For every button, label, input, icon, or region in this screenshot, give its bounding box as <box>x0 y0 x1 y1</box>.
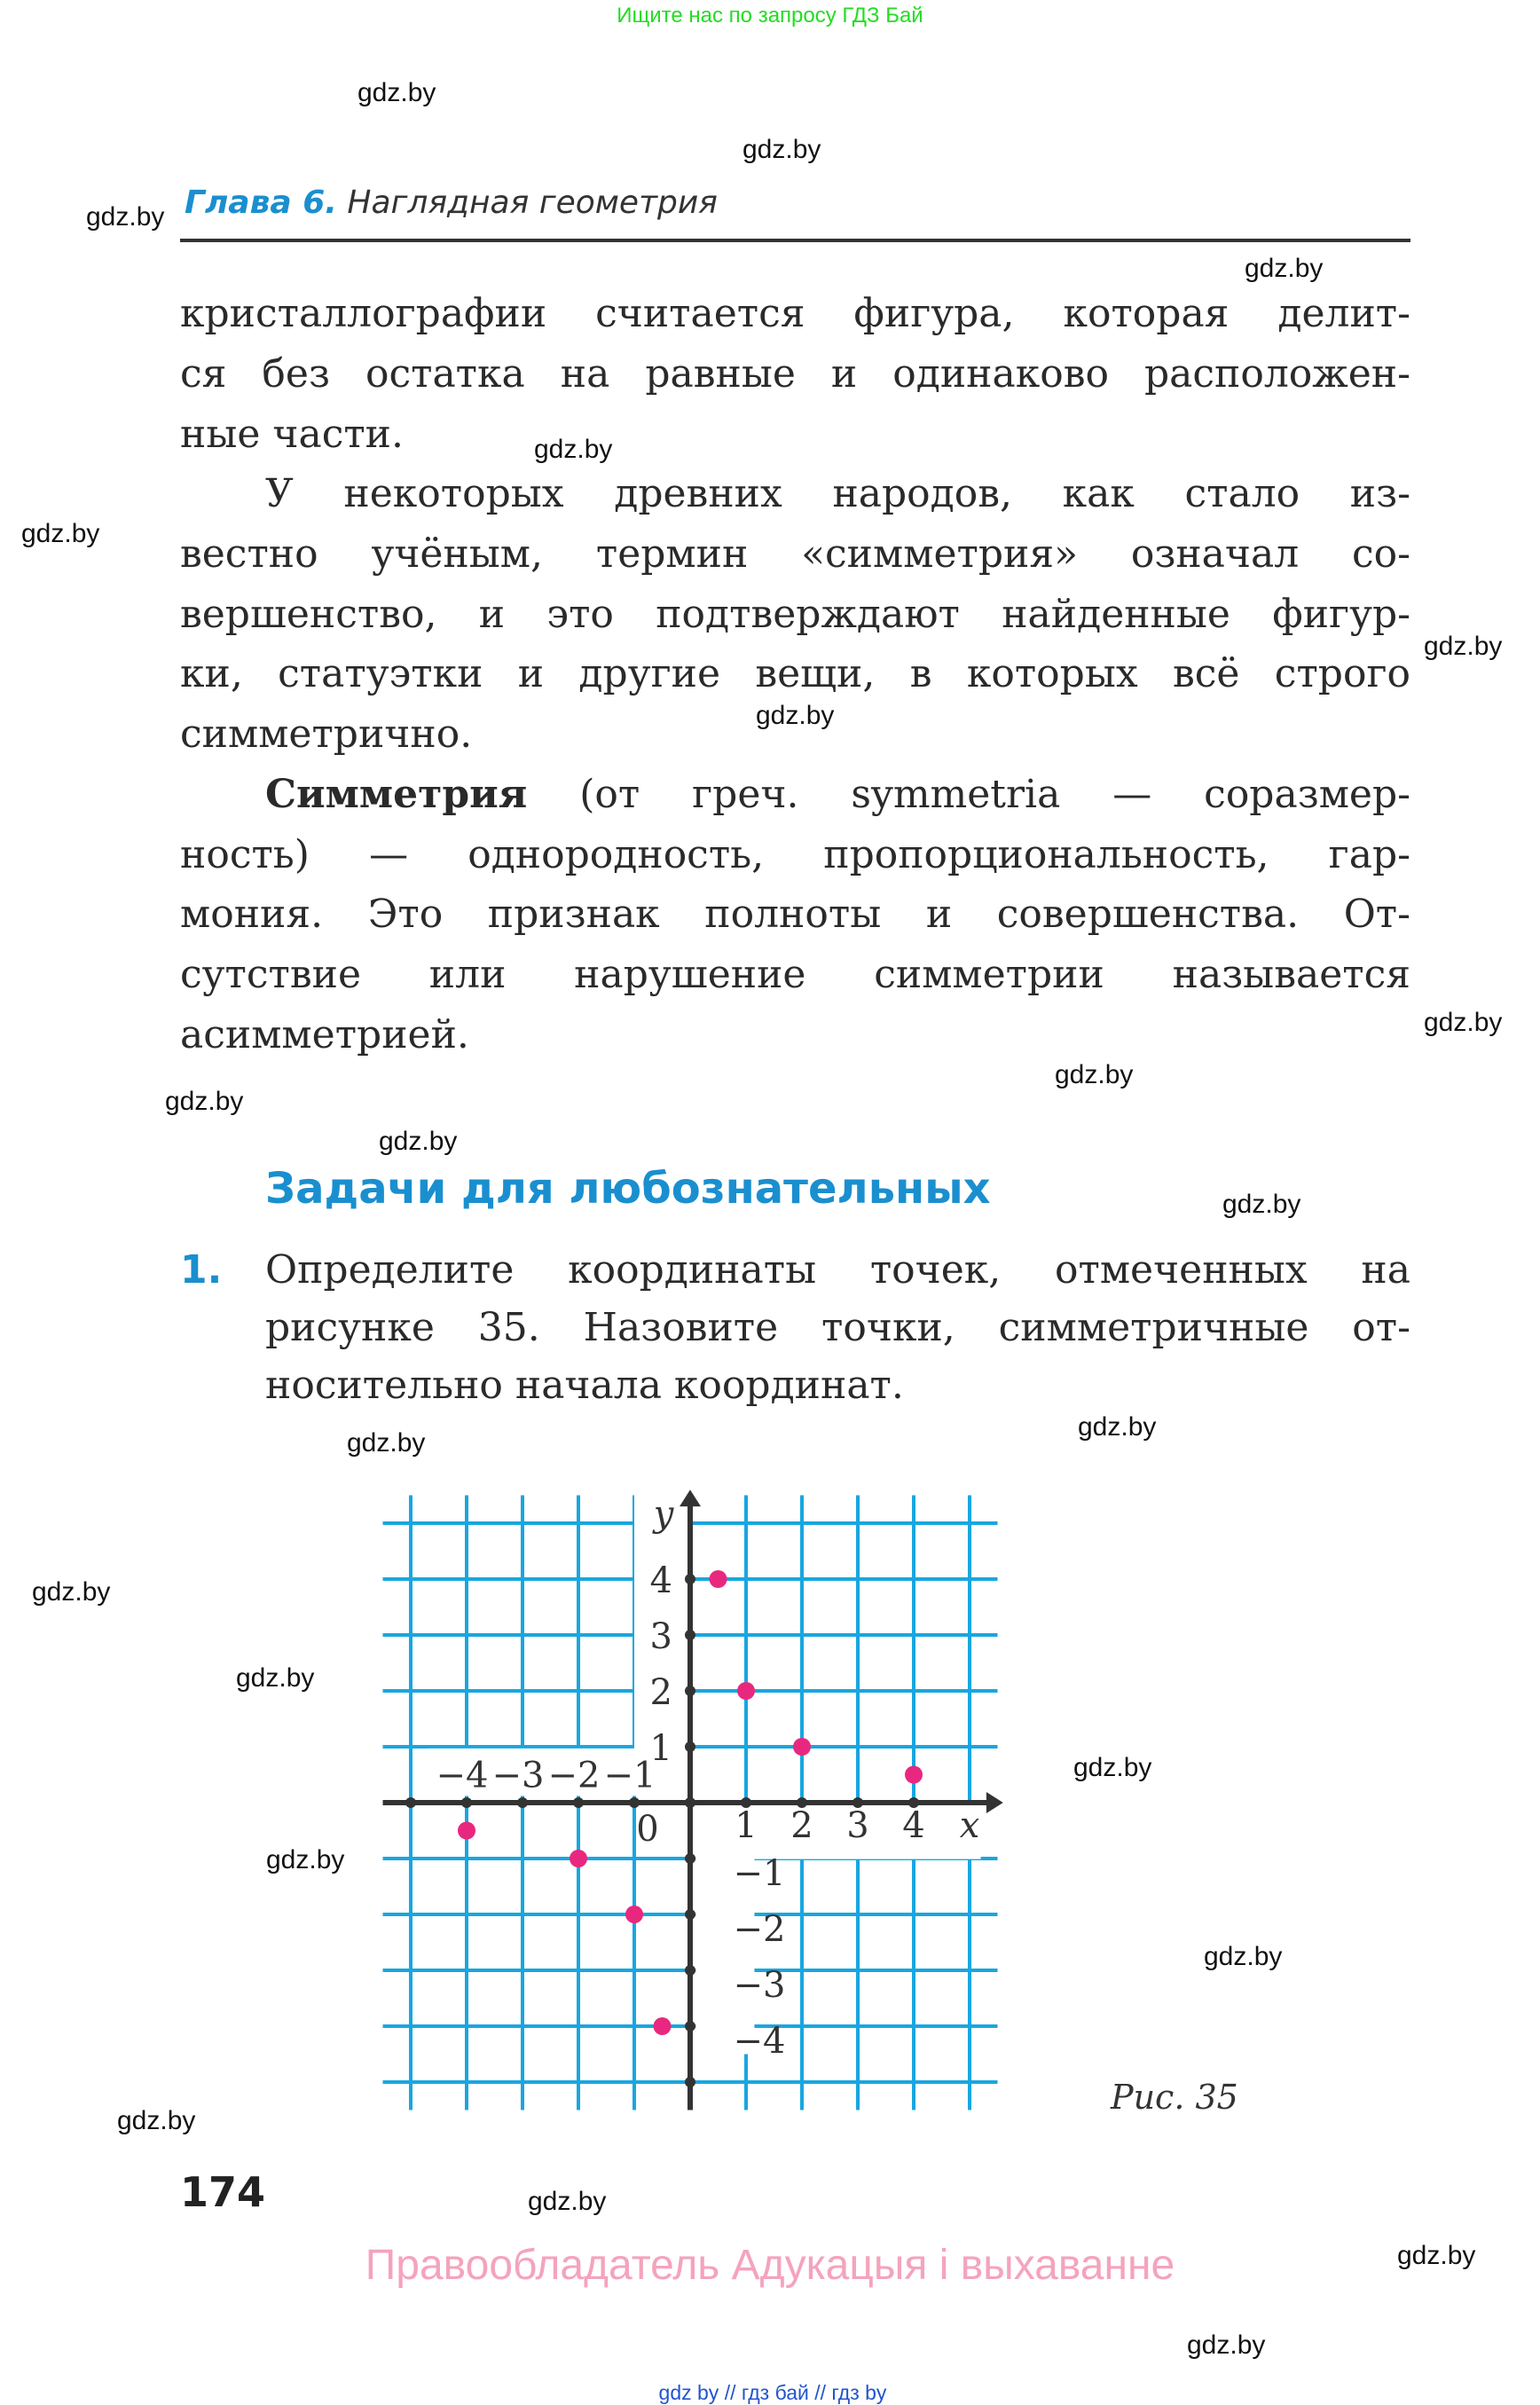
y-tick-label: −4 <box>733 2021 786 2062</box>
body-line: У некоторых древних народов, как стало из- <box>265 471 1410 516</box>
watermark: gdz.by <box>1222 1190 1301 1219</box>
x-tick-label: −2 <box>547 1755 601 1796</box>
chapter-number: Глава 6. <box>185 185 337 221</box>
section-heading: Задачи для любознательных <box>265 1164 991 1214</box>
watermark: gdz.by <box>358 78 436 107</box>
y-tick-dot <box>685 1741 695 1752</box>
term-symmetry: Симметрия <box>265 772 528 817</box>
y-tick-dot <box>685 1574 695 1584</box>
task-line: носительно начала координат. <box>265 1363 904 1408</box>
data-point <box>905 1766 923 1784</box>
watermark: gdz.by <box>528 2187 607 2216</box>
y-tick-dot <box>685 1686 695 1696</box>
watermark: gdz.by <box>534 435 613 464</box>
body-line: асимметрией. <box>180 1012 469 1057</box>
body-line: сутствие или нарушение симметрии называется <box>180 952 1410 997</box>
body-line: вестно учёным, термин «симметрия» означал со- <box>180 531 1410 577</box>
watermark: gdz.by <box>1424 632 1503 661</box>
y-tick-label: −3 <box>733 1965 786 2006</box>
search-hint-banner: Ищите нас по запросу ГДЗ Бай <box>617 4 923 28</box>
body-line: кристаллографии считается фигура, которая делит- <box>180 291 1410 336</box>
data-point <box>710 1570 727 1588</box>
x-tick-dot <box>405 1797 416 1808</box>
x-axis-label: x <box>959 1805 980 1847</box>
x-tick-label: 4 <box>902 1805 925 1847</box>
watermark: gdz.by <box>742 135 821 164</box>
origin-label: 0 <box>636 1808 659 1850</box>
watermark: gdz.by <box>117 2106 196 2135</box>
data-point <box>793 1738 811 1756</box>
x-tick-dot <box>573 1797 584 1808</box>
watermark: gdz.by <box>347 1428 426 1458</box>
watermark: gdz.by <box>266 1845 345 1874</box>
data-point <box>458 1822 475 1840</box>
watermark: gdz.by <box>1055 1060 1134 1089</box>
task-number: 1. <box>180 1247 223 1293</box>
watermark: gdz.by <box>756 701 835 730</box>
y-tick-label: 4 <box>649 1560 672 1601</box>
x-tick-label: −4 <box>436 1755 489 1796</box>
y-tick-label: −2 <box>733 1909 786 1950</box>
x-tick-label: −3 <box>491 1755 545 1796</box>
watermark: gdz.by <box>379 1127 458 1156</box>
figure-caption: Рис. 35 <box>1111 2078 1238 2117</box>
y-tick-label: 2 <box>649 1672 672 1713</box>
watermark: gdz.by <box>1397 2241 1476 2270</box>
watermark: gdz.by <box>21 519 100 548</box>
x-tick-label: −1 <box>603 1755 656 1796</box>
x-tick-dot <box>629 1797 640 1808</box>
body-line: ность) — однородность, пропорциональность, гар- <box>180 832 1410 877</box>
body-line: симметрично. <box>180 711 473 757</box>
watermark: gdz.by <box>1078 1412 1157 1442</box>
y-tick-dot <box>685 2021 695 2032</box>
body-line: ки, статуэтки и другие вещи, в которых всё строго <box>180 651 1410 696</box>
definition-text: (от греч. symmetria — соразмер- <box>579 772 1410 817</box>
x-tick-label: 1 <box>735 1805 758 1847</box>
watermark: gdz.by <box>86 202 165 232</box>
y-tick-dot <box>685 1909 695 1920</box>
data-point <box>737 1682 755 1700</box>
y-tick-label: 3 <box>649 1616 672 1657</box>
x-tick-label: 2 <box>790 1805 813 1847</box>
y-tick-dot <box>685 1965 695 1976</box>
page-number: 174 <box>180 2168 266 2216</box>
body-line: вершенство, и это подтверждают найденные фигур- <box>180 592 1410 637</box>
copyright-notice: Правообладатель Адукацыя і выхаванне <box>365 2242 1175 2289</box>
y-tick-label: −1 <box>733 1853 786 1894</box>
watermark: gdz.by <box>1073 1753 1152 1782</box>
y-tick-dot <box>685 1853 695 1864</box>
chapter-title: Наглядная геометрия <box>347 185 718 221</box>
task-line: рисунке 35. Назовите точки, симметричные от- <box>265 1305 1410 1350</box>
y-tick-dot <box>685 1797 695 1808</box>
y-axis-label: y <box>653 1494 674 1536</box>
x-tick-dot <box>517 1797 528 1808</box>
watermark: gdz.by <box>1187 2330 1266 2360</box>
data-point <box>654 2017 672 2035</box>
watermark: gdz.by <box>165 1087 244 1116</box>
bottom-links[interactable]: gdz by // гдз бай // гдз by <box>658 2381 887 2404</box>
x-tick-label: 3 <box>846 1805 869 1847</box>
data-point <box>625 1906 643 1923</box>
body-line: ные части. <box>180 412 404 457</box>
y-tick-dot <box>685 2077 695 2087</box>
body-line: мония. Это признак полноты и совершенства. От- <box>180 892 1410 937</box>
y-tick-dot <box>685 1630 695 1640</box>
task-line: Определите координаты точек, отмеченных на <box>265 1247 1410 1293</box>
watermark: gdz.by <box>236 1663 315 1693</box>
data-point <box>570 1850 587 1867</box>
watermark: gdz.by <box>32 1577 111 1607</box>
watermark: gdz.by <box>1424 1008 1503 1037</box>
watermark: gdz.by <box>1204 1942 1283 1971</box>
y-tick-label: 1 <box>649 1728 672 1769</box>
watermark: gdz.by <box>1245 254 1324 283</box>
x-tick-dot <box>461 1797 472 1808</box>
x-axis-arrow <box>986 1792 1003 1813</box>
body-line: ся без остатка на равные и одинаково расположен- <box>180 351 1410 397</box>
